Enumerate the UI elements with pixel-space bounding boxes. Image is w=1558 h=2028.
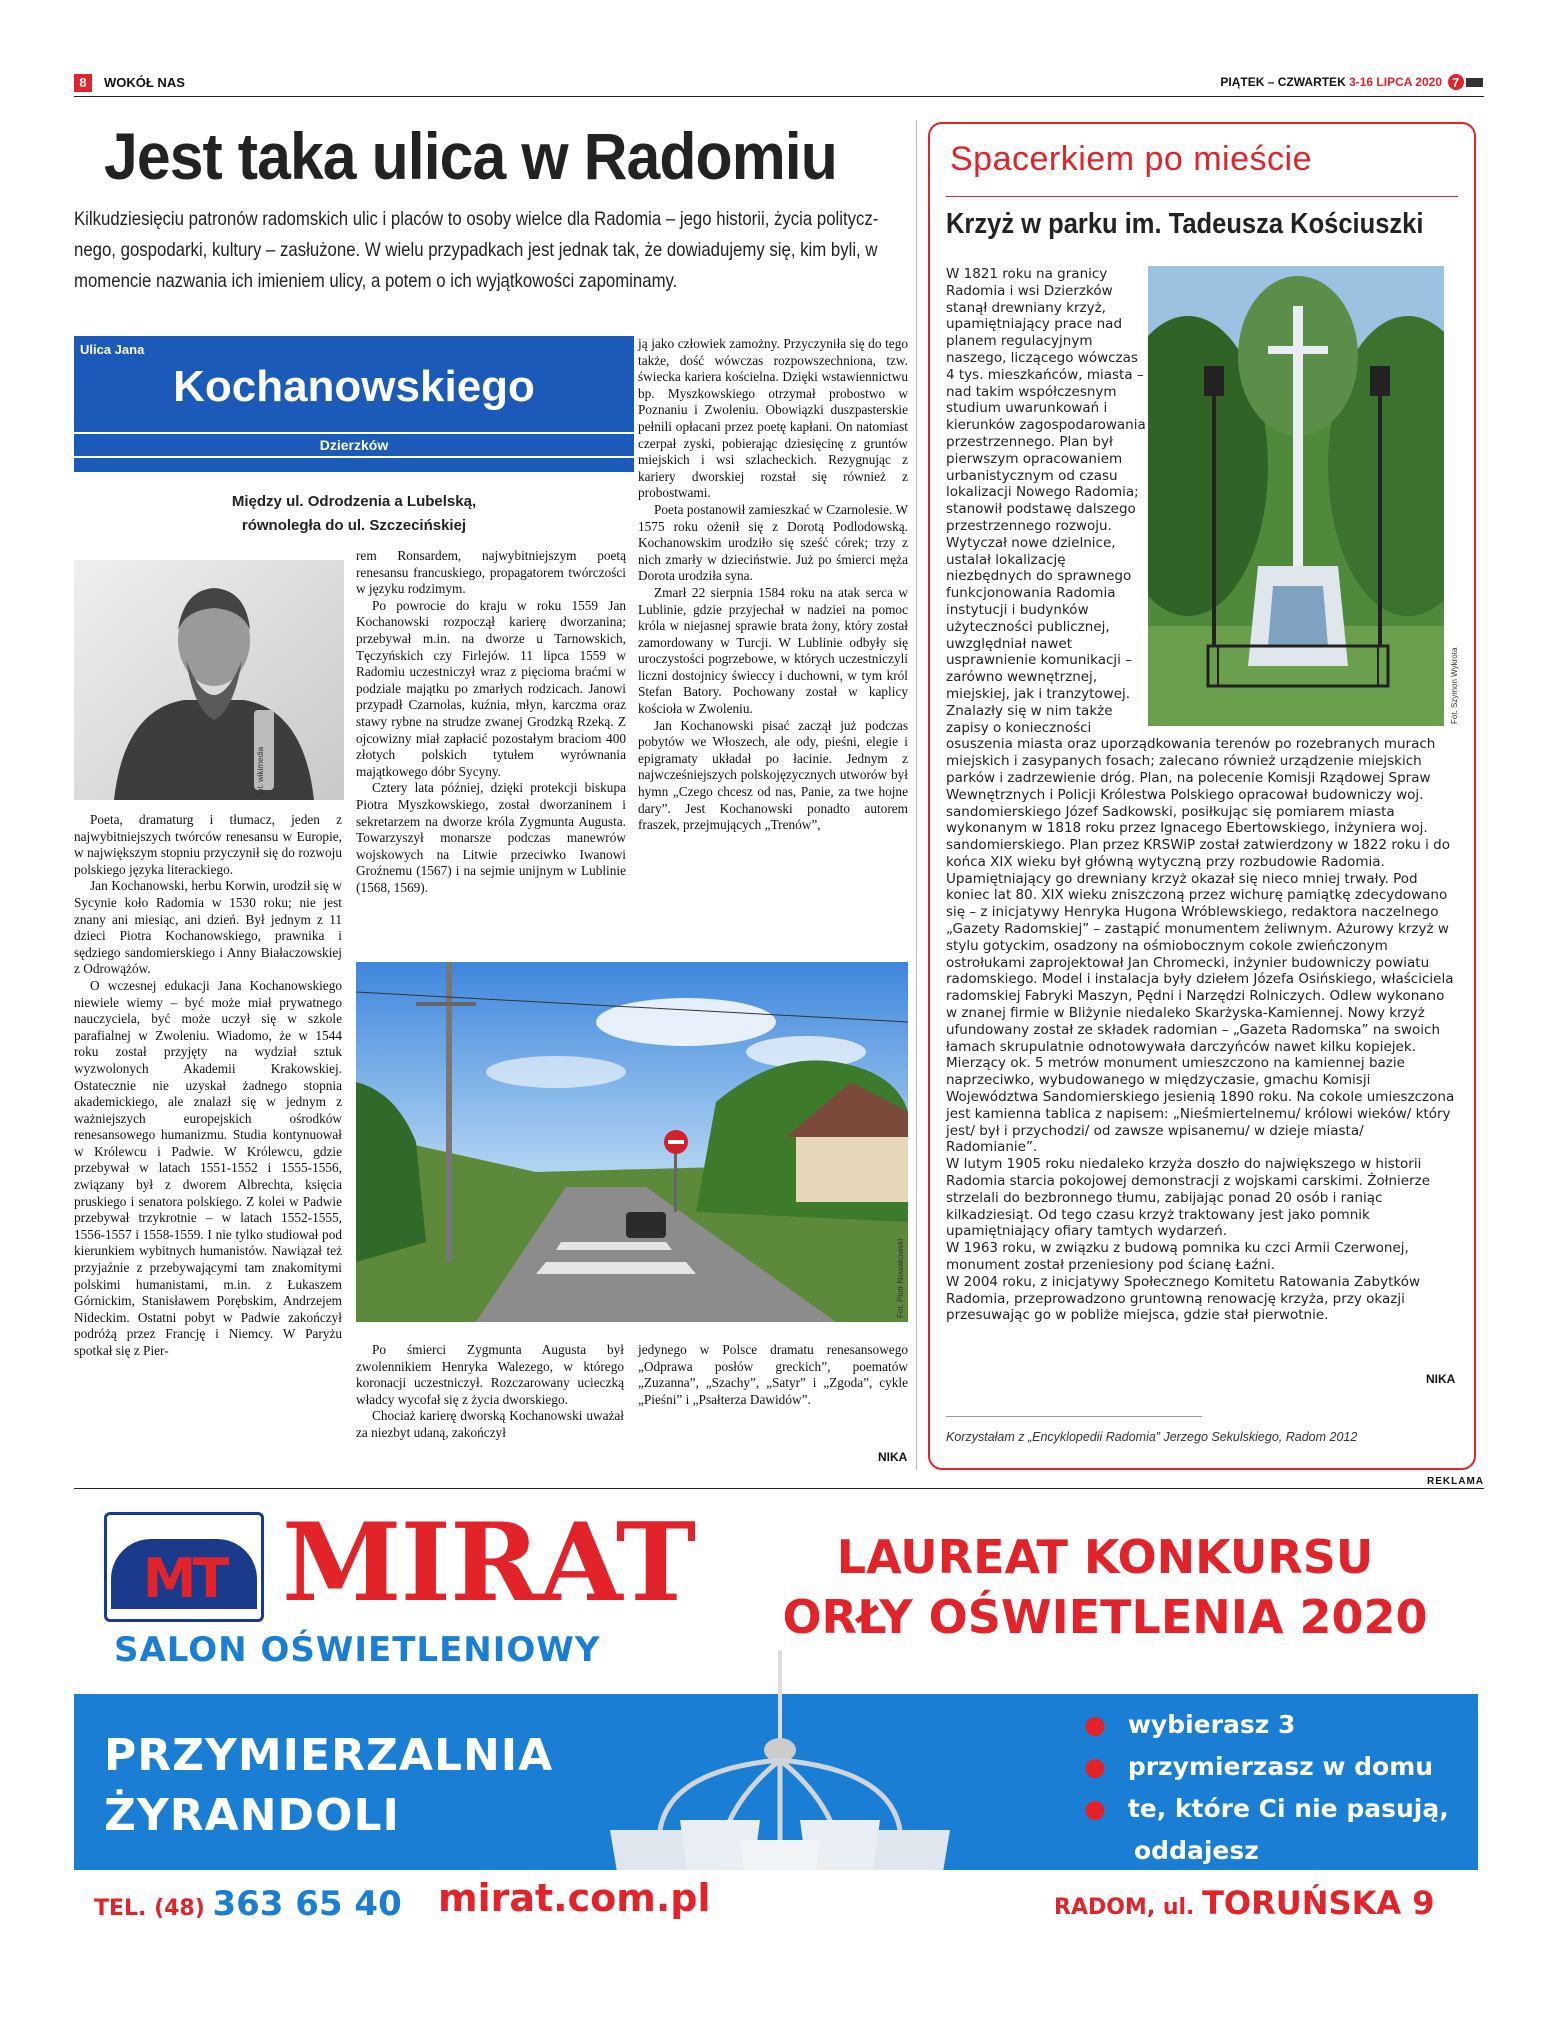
cross-photo-credit: Fot. Szymon Wykrota — [1450, 647, 1459, 724]
sidebar-source-rule — [946, 1416, 1202, 1417]
ad-bullet-list — [1084, 1704, 1449, 1872]
ad-fitting-line1: PRZYMIERZALNIA — [104, 1730, 554, 1781]
sidebar-paragraph: W 1821 roku na granicy Radomia i wsi Dzierzków stanął drewniany krzyż, upamiętniający prace nad planem regulacyjnym naszego, liczącego wówczas 4 tys. mieszkańców, miasta – nad takim współczesnym studium uwarunkowań i kierunków zagospodarowania przestrzennego. Plan był pierwszym opracowaniem urbanistycznym od czasu lokalizacji Nowego Radomia; stanowił podstawę dalszego przestrzennego rozwoju. Wytyczał nowe dzielnice, ustalał lokalizację niezbędnych do sprawnego funkcjonowania Radomia instytucji i budynków użyteczności publicznej, uwzględniał nawet usprawnienie komunikacji – zarówno wewnętrznej, miejskiej, jak i tranzytowej. Znalazły się w nim także zapisy o konieczności osuszenia miasta oraz uporządkowania terenów po rozebranych murach miejskich i zasypanych fosach; zalecano również urządzenie miejskich parków i zadrzewienie dróg. Plan, na polecenie Komisji Rządowej Spraw Wewnętrznych i Policji Królestwa Polskiego opracował budowniczy woj. sandomierskiego Józef Sadkowski, posiłkując się pomiarem miasta wykonanym w 1818 roku przez Ignacego Ebertowskiego, inżyniera woj. sandomierskiego. Plan przez KRSWiP został zatwierdzony w 1822 roku i do końca XIX wieku był główną wytyczną przy rozbudowie Radomia. — [946, 266, 1450, 870]
ad-address: RADOM, ul. TORUŃSKA 9 — [1054, 1884, 1435, 1922]
sidebar-body — [946, 266, 1458, 1324]
street-location-line: Między ul. Odrodzenia a Lubelską, — [231, 493, 477, 510]
svg-text:7: 7 — [1452, 75, 1460, 90]
street-location-line: równoległa do ul. Szczecińskiej — [241, 517, 467, 534]
ad-bullet: ● wybierasz 3 — [1084, 1710, 1296, 1739]
portrait-credit: Fot. wikimedia — [256, 746, 265, 798]
article-paragraph: ją jako człowiek zamożny. Przyczyniła się do tego także, dość wówczas rozpowszechniona, tzw. świecka kariera kościelna. Dzięki wstawiennictwu bp. Myszkowskiego otrzymał probostwo w Poznaniu i Zwoleniu. Obowiązki duszpasterskie pełnili opłacani przez poetę kapłani. On natomiast czerpał zyski, pobierając dziesięcinę z gruntów miejskich i wsi szlacheckich. Rezygnując z kariery dworskiej rozstał się również z probostwami. — [638, 336, 908, 501]
ad-label: REKLAMA — [1427, 1476, 1484, 1487]
ad-phone[interactable]: TEL. (48) 363 65 40 — [94, 1884, 402, 1924]
photo-float-spacer — [1148, 266, 1458, 732]
ad-brand: MIRAT — [282, 1500, 696, 1626]
article-column-5 — [638, 1342, 908, 1408]
article-column-2 — [356, 548, 626, 896]
article-column-3 — [638, 336, 908, 834]
mirat-logo-icon: MT — [104, 1512, 264, 1622]
article-headline: Jest taka ulica w Radomiu — [104, 119, 837, 193]
street-photo — [356, 962, 908, 1322]
street-sign-district: Dzierzków — [74, 434, 634, 456]
street-sign-prefix: Ulica Jana — [80, 342, 145, 357]
date-prefix: PIĄTEK – CZWARTEK — [1220, 75, 1350, 89]
article-paragraph: Po śmierci Zygmunta Augusta był zwolennikiem Henryka Walezego, w którego koronacji uczestniczył. Rozczarowany ucieczką władcy wycofał się z życia dworskiego. — [356, 1342, 624, 1407]
sidebar-rule — [946, 196, 1458, 197]
street-sign-base — [74, 458, 634, 472]
ad-bullet-continued: oddajesz — [1134, 1836, 1259, 1865]
page-number: 8 — [74, 74, 92, 92]
article-paragraph: Po powrocie do kraju w roku 1559 Jan Kochanowski rozpoczął karierę dworzanina; przebywał m.in. na dworze u Tarnowskich, Tęczyńskich czy Firlejów. 11 lipca 1559 w Radomiu uczestniczył wraz z pięcioma braćmi w podziale majątku po zmarłych rodzicach. Janowi przypadł Czarnolas, kuźnia, młyn, karczma oraz stawy rybne na strudze zwanej Grodzką Rzeką. Z ojcowizny miał zapłacić pozostałym braciom 400 złotych polskich tytułem wyrównania majątkowego dóbr Sycyny. — [356, 597, 626, 779]
article-signature: NIKA — [878, 1450, 908, 1464]
sidebar-signature: NIKA — [1426, 1372, 1456, 1386]
article-paragraph: Poeta, dramaturg i tłumacz, jeden z najwybitniejszych twórców renesansu w Europie, w największym stopniu przyczynił się do rozwoju polskiego języka literackiego. — [74, 812, 342, 877]
ad-brand-sub: SALON OŚWIETLENIOWY — [114, 1630, 601, 1670]
sidebar-paragraph: W 1963 roku, w związku z budową pomnika ku czci Armii Czerwonej, monument został przeniesiony pod ścianę Łaźni. — [946, 1240, 1409, 1274]
sidebar-paragraph: Mierzący ok. 5 metrów monument umieszczono na kamiennej bazie naprzeciwko, wybudowanego w międzyczasie, gmachu Komisji Województwa Sandomierskiego jesienią 1890 roku. Na cokole umieszczona jest kamienna tablica z napisem: „Nieśmiertelnemu/ królowi wieków/ który jest/ był i przychodzi/ od zawsze wpisanemu/ w dzieje miasta/ Radomianie”. — [946, 1055, 1455, 1156]
ad-rule — [74, 1488, 1484, 1489]
sidebar-headline: Krzyż w parku im. Tadeusza Kościuszki — [946, 208, 1424, 240]
article-lead: Kilkudziesięciu patronów radomskich ulic i placów to osoby wielce dla Radomia – jego historii, życia politycznego, gospodarki, kultury – zasłużone. W wielu przypadkach jest jednak tak, że dowiadujemy się, kim byli, w momencie nazwania ich imieniem ulicy, a potem o ich wyjątkowości zapominamy. — [74, 208, 879, 292]
newspaper-logo-icon — [1448, 73, 1484, 91]
article-paragraph: Zmarł 22 sierpnia 1584 roku na atak serca w Lublinie, gdzie przyjechał w nadziei na pomoc króla w niejasnej sprawie brata żony, który został zamordowany w Turcji. W Lublinie odbyły się uroczystości pogrzebowe, w których uczestniczyli liczni dostojnicy świeccy i duchowni, w tym król Stefan Batory. Pochowany został w kaplicy kościoła w Zwoleniu. — [638, 584, 908, 717]
ad-bullet: ● przymierzasz w domu — [1084, 1752, 1434, 1781]
street-sign-name: Kochanowskiego — [173, 362, 535, 411]
column-divider — [916, 120, 917, 1470]
section-name: WOKÓŁ NAS — [104, 75, 185, 90]
article-paragraph: Poeta postanowił zamieszkać w Czarnolesie. W 1575 roku ożenił się z Dorotą Podlodowską. Kochanowskim urodziło się sześć córek; trzy z nich zmarły w dzieciństwie. Już po śmierci męża Dorota urodziła syna. — [638, 501, 908, 584]
date-range: 3-16 LIPCA 2020 — [1349, 75, 1442, 89]
sidebar-paragraph: Upamiętniający go drewniany krzyż okazał się nieco mniej trwały. Pod koniec lat 80. XIX wieku zniszczoną przez wichurę pamiątkę zdecydowano się – z inicjatywy Henryka Hugona Wróblewskiego, redaktora naczelnego „Gazety Radomskiej” – zastąpić monumentem żeliwnym. Ażurowy krzyż w stylu gotyckim, osadzony na ośmiobocznym cokole zwieńczonym ostrołukami zaprojektował Jan Chromecki, inżynier budowniczy powiatu radomskiego. Model i instalacja były dziełem Józefa Osińskiego, właściciela radomskiej Fabryki Maszyn, Pędni i Narzędzi Rolniczych. Odlew wykonano w znanej firmie w Bliżynie niedaleko Skarżyska-Kamiennej. Nowy krzyż ufundowany został ze składek radomian – „Gazeta Radomska” na swoich łamach skrupulatnie odnotowywała darczyńców nawet kilku kopiejek. — [946, 870, 1454, 1055]
street-photo-credit: Fot. Piotr Nowakowski — [896, 1238, 905, 1318]
issue-date — [1220, 75, 1442, 89]
header-rule — [74, 96, 1484, 97]
article-paragraph: rem Ronsardem, najwybitniejszym poetą renesansu francuskiego, propagatorem twórczości w języku rodzimym. — [356, 548, 626, 597]
article-paragraph: Jan Kochanowski, herbu Korwin, urodził się w Sycynie koło Radomia w 1530 roku; nie jest znany ani miesiąc, ani dzień. Był jednym z 11 dzieci Piotra Kochanowskiego, prawnika i sędziego sandomierskiego i Anny Białaczowskiej z Odrowążów. — [74, 878, 342, 977]
ad-fitting-line2: ŻYRANDOLI — [104, 1790, 400, 1841]
article-paragraph: Chociaż karierę dworską Kochanowski uważał za niezbyt udaną, zakończył — [356, 1408, 624, 1440]
sidebar-paragraph: W 2004 roku, z inicjatywy Społecznego Komitetu Ratowania Zabytków Radomia, przeprowadzono gruntowną renowację krzyża, przy okazji przesuwając go w pobliże miejsca, gdzie stał pierwotnie. — [946, 1273, 1421, 1324]
article-paragraph: Jan Kochanowski pisać zaczął już podczas pobytów we Włoszech, ale ody, pieśni, elegie i epigramaty układał po łacinie. Jednym z najwcześniejszych polskojęzycznych utworów był hymn „Czego chcesz od nas, Panie, za twe hojne dary”. Jest Kochanowski ponadto autorem fraszek, przejmujących „Trenów”, — [638, 717, 908, 833]
article-column-1 — [74, 812, 342, 1360]
ad-award-line2: ORŁY OŚWIETLENIA 2020 — [782, 1590, 1428, 1644]
sidebar-title: Spacerkiem po mieście — [950, 140, 1312, 178]
kochanowski-portrait — [74, 560, 344, 800]
article-paragraph: Cztery lata później, dzięki protekcji biskupa Piotra Myszkowskiego, został dworzaninem i sekretarzem na dworze króla Zygmunta Augusta. Towarzyszył monarsze podczas manewrów wojskowych na Litwie przeciwko Iwanowi Groźnemu (1567) i na sejmie unijnym w Lublinie (1568, 1569). — [356, 780, 626, 895]
sidebar-source: Korzystałam z „Encyklopedii Radomia” Jerzego Sekulskiego, Radom 2012 — [946, 1430, 1358, 1444]
sidebar-paragraph: W lutym 1905 roku niedaleko krzyża doszło do największego w historii Radomia starcia pokojowej demonstracji z wojskami carskimi. Żołnierze strzelali do bezbronnego tłumu, zabijając ponad 20 osób i raniąc kilkadziesiąt. Od tego czasu krzyż traktowany jest jako pomnik upamiętniający ofiary tamtych wydarzeń. — [946, 1156, 1431, 1240]
article-paragraph: O wczesnej edukacji Jana Kochanowskiego niewiele wiemy – być może miał prywatnego nauczyciela, być może uczył się w szkole parafialnej w Zwoleniu. Wiadomo, że w 1544 roku został przyjęty na wydział sztuk wyzwolonych Akademii Krakowskiej. Ostatecznie nie uzyskał żadnego stopnia akademickiego, ale znalazł się w jednym z ważniejszych europejskich ośrodków renesansowego humanizmu. Studia kontynuował w Królewcu i Padwie. W Królewcu, gdzie przebywał w latach 1551-1552 i 1555-1556, związany był z dworem Albrechta, księcia pruskiego i senatora polskiego. Z kolei w Padwie przebywał trzykrotnie – w latach 1552-1555, 1556-1557 i 1558-1559. I nie tylko studiował pod kierunkiem wybitnych humanistów. Nawiązał też przyjaźnie z przebywającymi tam znakomitymi polskimi humanistami, m.in. z Łukaszem Górnickim, Stanisławem Porębskim, Andrzejem Nideckim. Ostatni pobyt w Padwie zakończył podróżą przez Francję i Niemcy. W Paryżu spotkał się z Pier- — [74, 977, 342, 1358]
article-column-4 — [356, 1342, 624, 1442]
ad-website-link[interactable]: mirat.com.pl — [438, 1876, 711, 1920]
street-location — [74, 490, 634, 538]
article-paragraph: jedynego w Polsce dramatu renesansowego „Odprawa posłów greckich”, poematów „Zuzanna”, „Szachy”, „Satyr” i „Zgoda”, cykle „Pieśni” i „Psałterza Dawidów”. — [638, 1342, 908, 1407]
ad-award-line1: LAUREAT KONKURSU — [836, 1530, 1374, 1584]
ad-bullet: ● te, które Ci nie pasują, — [1084, 1794, 1449, 1823]
